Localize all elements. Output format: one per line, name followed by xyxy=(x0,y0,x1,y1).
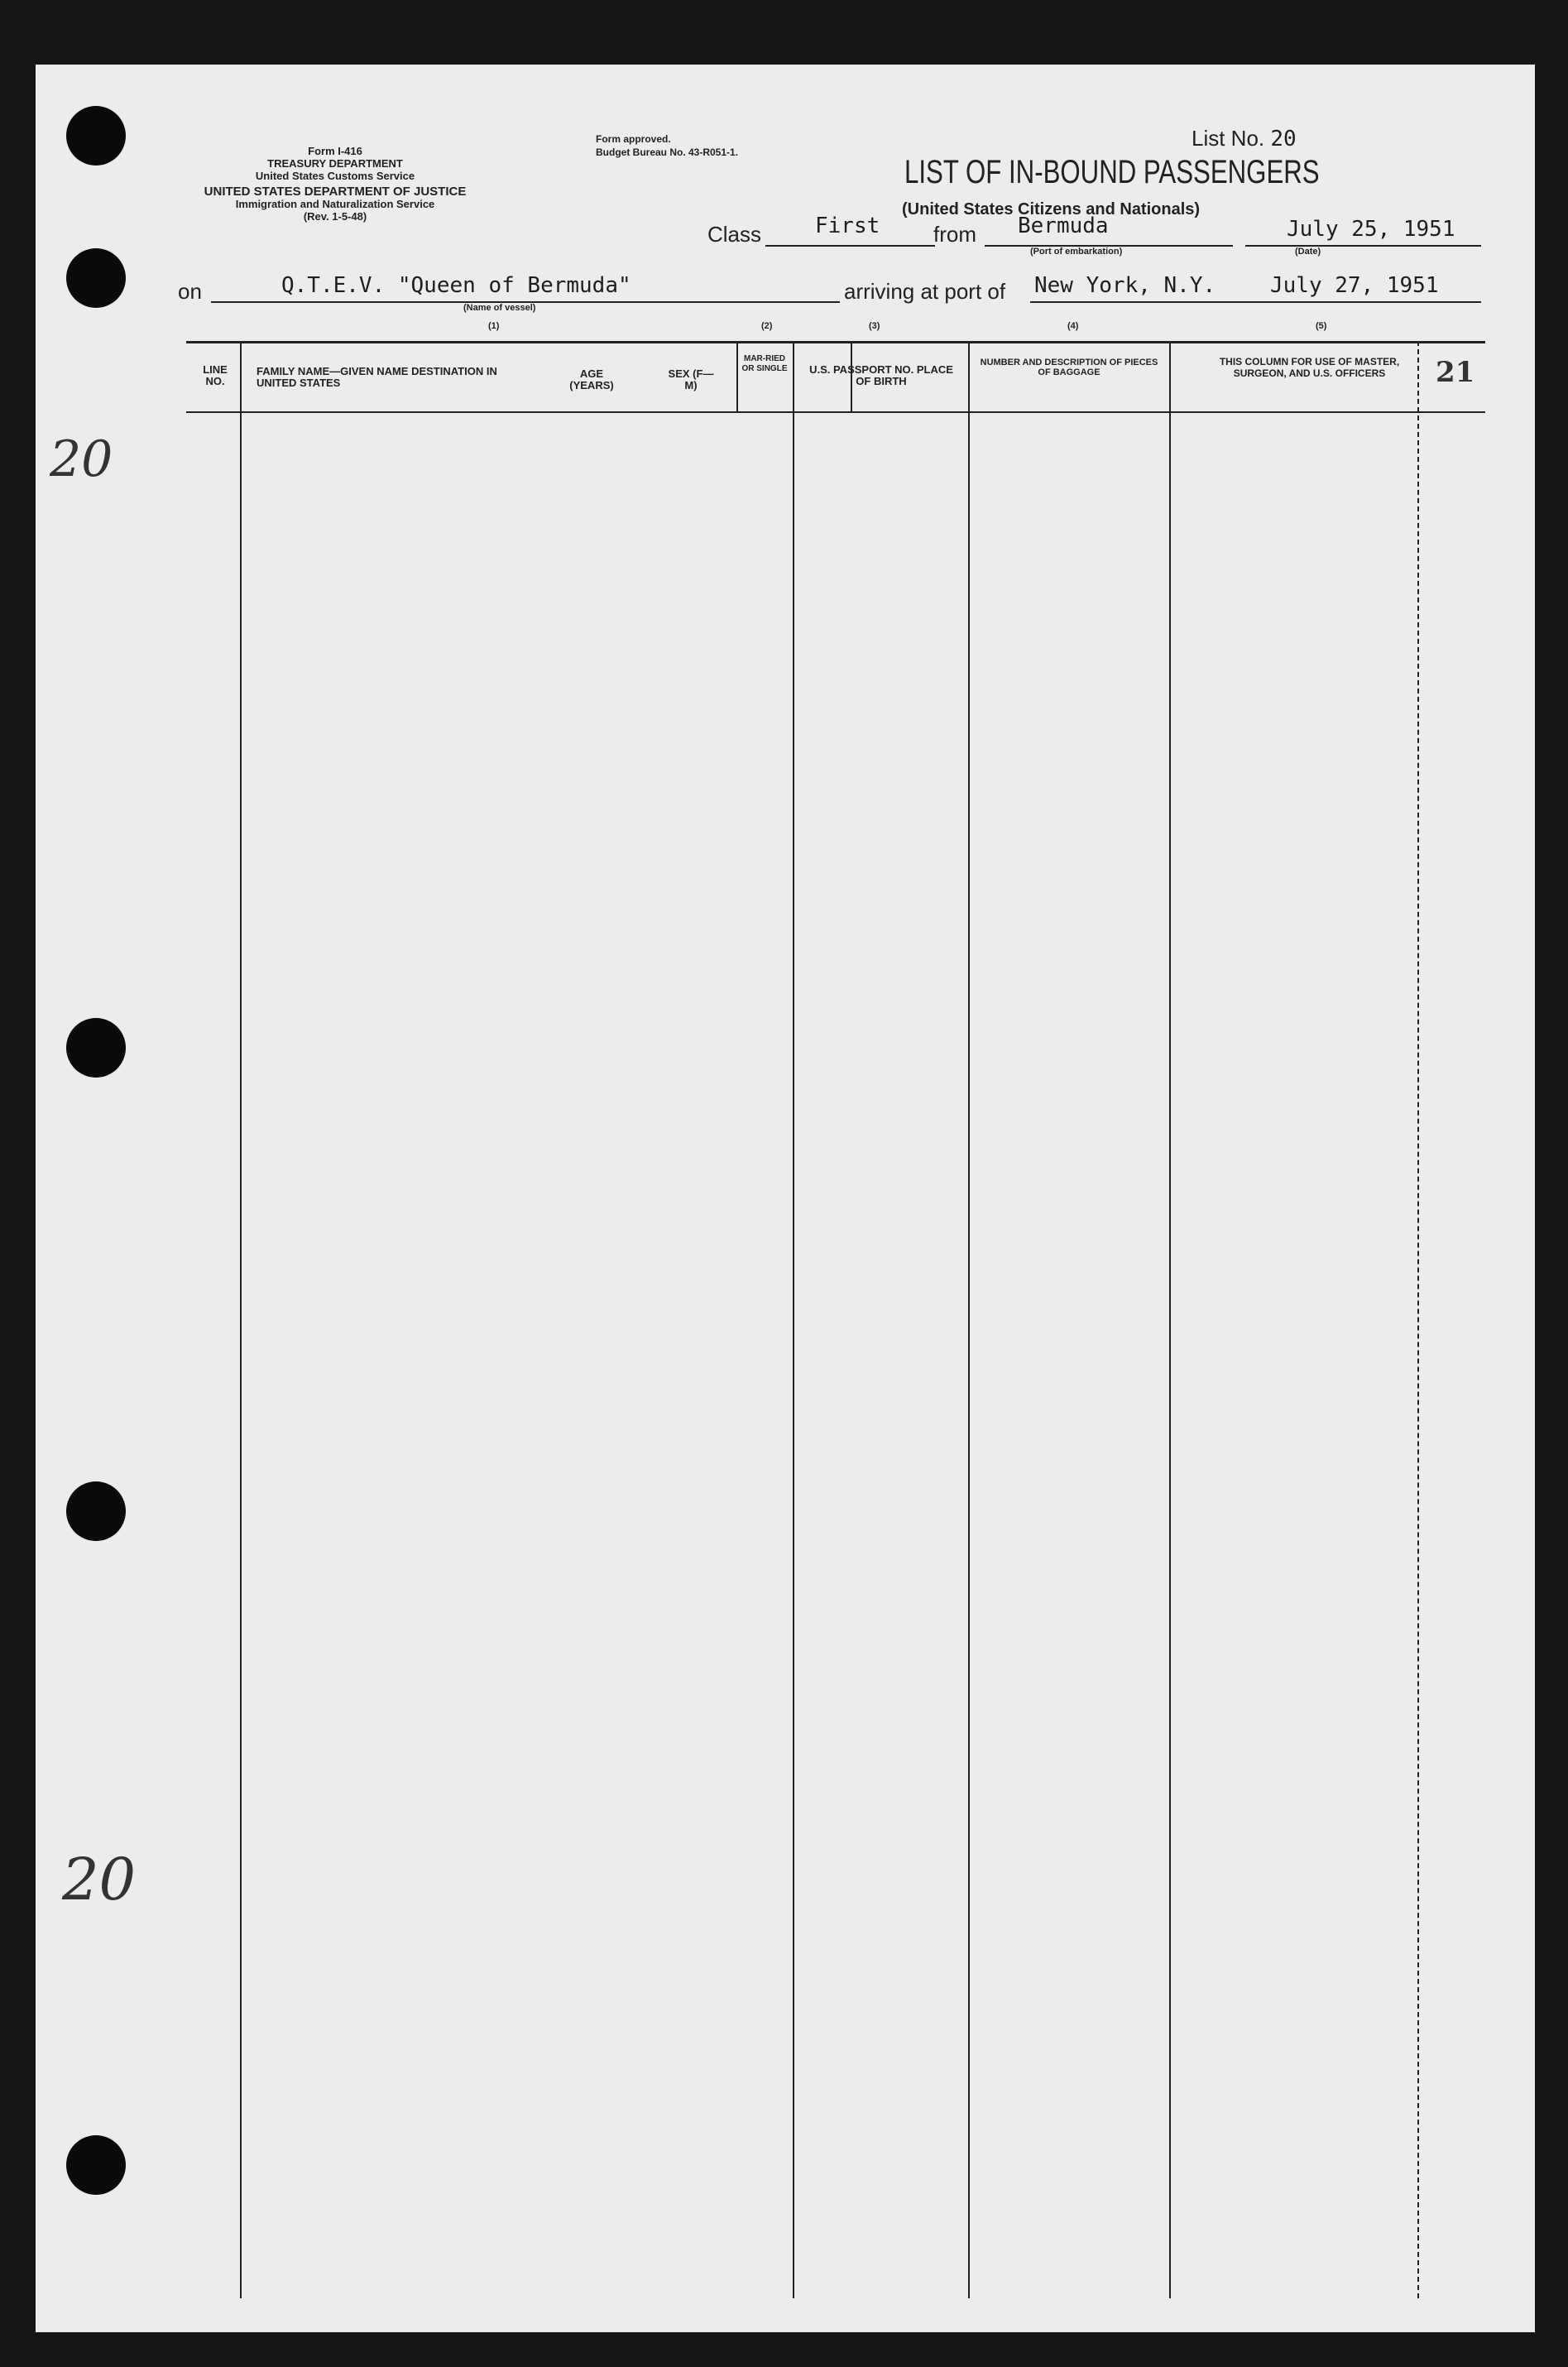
vessel-value: Q.T.E.V. "Queen of Bermuda" xyxy=(281,273,631,298)
col-header-line: LINE NO. xyxy=(203,363,228,387)
table-top-border xyxy=(186,341,1485,343)
binder-hole xyxy=(66,2135,126,2195)
arrival-underline xyxy=(1030,301,1481,303)
col-header-passport: U.S. PASSPORT NO. PLACE OF BIRTH xyxy=(809,363,953,387)
date-caption: (Date) xyxy=(1295,247,1321,257)
from-label: from xyxy=(933,222,976,247)
binder-hole xyxy=(66,106,126,166)
col-divider xyxy=(240,341,242,2298)
list-number xyxy=(1192,126,1297,151)
col-divider xyxy=(793,341,794,2298)
budget-label: Budget Bureau No. 43-R051-1. xyxy=(596,146,739,158)
form-approved-label: Form approved. xyxy=(596,133,671,145)
port-embark-caption: (Port of embarkation) xyxy=(1030,247,1123,257)
col-header-name: FAMILY NAME—GIVEN NAME DESTINATION IN UNITED STATES xyxy=(257,365,497,389)
ins-label: Immigration and Naturalization Service xyxy=(235,198,435,210)
col-header-age: AGE (YEARS) xyxy=(569,367,614,391)
col-divider xyxy=(1169,341,1171,2298)
date-value: July 25, 1951 xyxy=(1287,217,1455,242)
class-underline xyxy=(765,245,935,247)
from-value: Bermuda xyxy=(1018,214,1109,238)
col-num-4: (4) xyxy=(1067,321,1079,331)
margin-note: 20 xyxy=(62,1846,137,1913)
col-divider xyxy=(968,341,970,2298)
col-num-1: (1) xyxy=(488,321,500,331)
col-header-baggage: NUMBER AND DESCRIPTION OF PIECES OF BAGGAGE xyxy=(980,358,1158,377)
col-num-3: (3) xyxy=(869,321,880,331)
header-agency-block xyxy=(149,145,521,223)
justice-label: UNITED STATES DEPARTMENT OF JUSTICE xyxy=(204,185,467,199)
binder-hole xyxy=(66,248,126,308)
customs-label: United States Customs Service xyxy=(255,170,415,182)
class-value: First xyxy=(815,214,880,238)
col-num-2: (2) xyxy=(761,321,773,331)
arrival-date: July 27, 1951 xyxy=(1270,273,1439,298)
page-title: LIST OF IN-BOUND PASSENGERS xyxy=(904,154,1320,190)
binder-hole xyxy=(66,1481,126,1541)
arrival-port: New York, N.Y. xyxy=(1034,273,1216,298)
vessel-caption: (Name of vessel) xyxy=(463,303,536,313)
treasury-label: TREASURY DEPARTMENT xyxy=(267,157,403,170)
arriving-label: arriving at port of xyxy=(844,279,1006,304)
revision-label: (Rev. 1-5-48) xyxy=(303,210,367,223)
col-header-married: MAR-RIED OR SINGLE xyxy=(741,354,788,373)
page-subtitle: (United States Citizens and Nationals) xyxy=(902,200,1201,218)
form-number: Form I-416 xyxy=(308,145,362,157)
on-label: on xyxy=(178,279,202,304)
col-divider xyxy=(1417,341,1419,2298)
class-label: Class xyxy=(707,222,762,247)
date-underline xyxy=(1245,245,1481,247)
binder-hole xyxy=(66,1018,126,1078)
sheet-number: 21 xyxy=(1436,356,1475,389)
document-page xyxy=(36,65,1535,2332)
col-num-5: (5) xyxy=(1316,321,1327,331)
col-header-sex: SEX (F—M) xyxy=(668,367,714,391)
margin-note: 20 xyxy=(50,430,113,488)
list-no-value: 20 xyxy=(1270,127,1297,151)
list-no-label: List No. xyxy=(1192,126,1265,151)
col-divider xyxy=(736,341,738,411)
col-header-officers: THIS COLUMN FOR USE OF MASTER, SURGEON, AND U.S. OFFICERS xyxy=(1219,356,1400,379)
budget-block xyxy=(596,132,738,159)
table-header-border xyxy=(186,411,1485,413)
